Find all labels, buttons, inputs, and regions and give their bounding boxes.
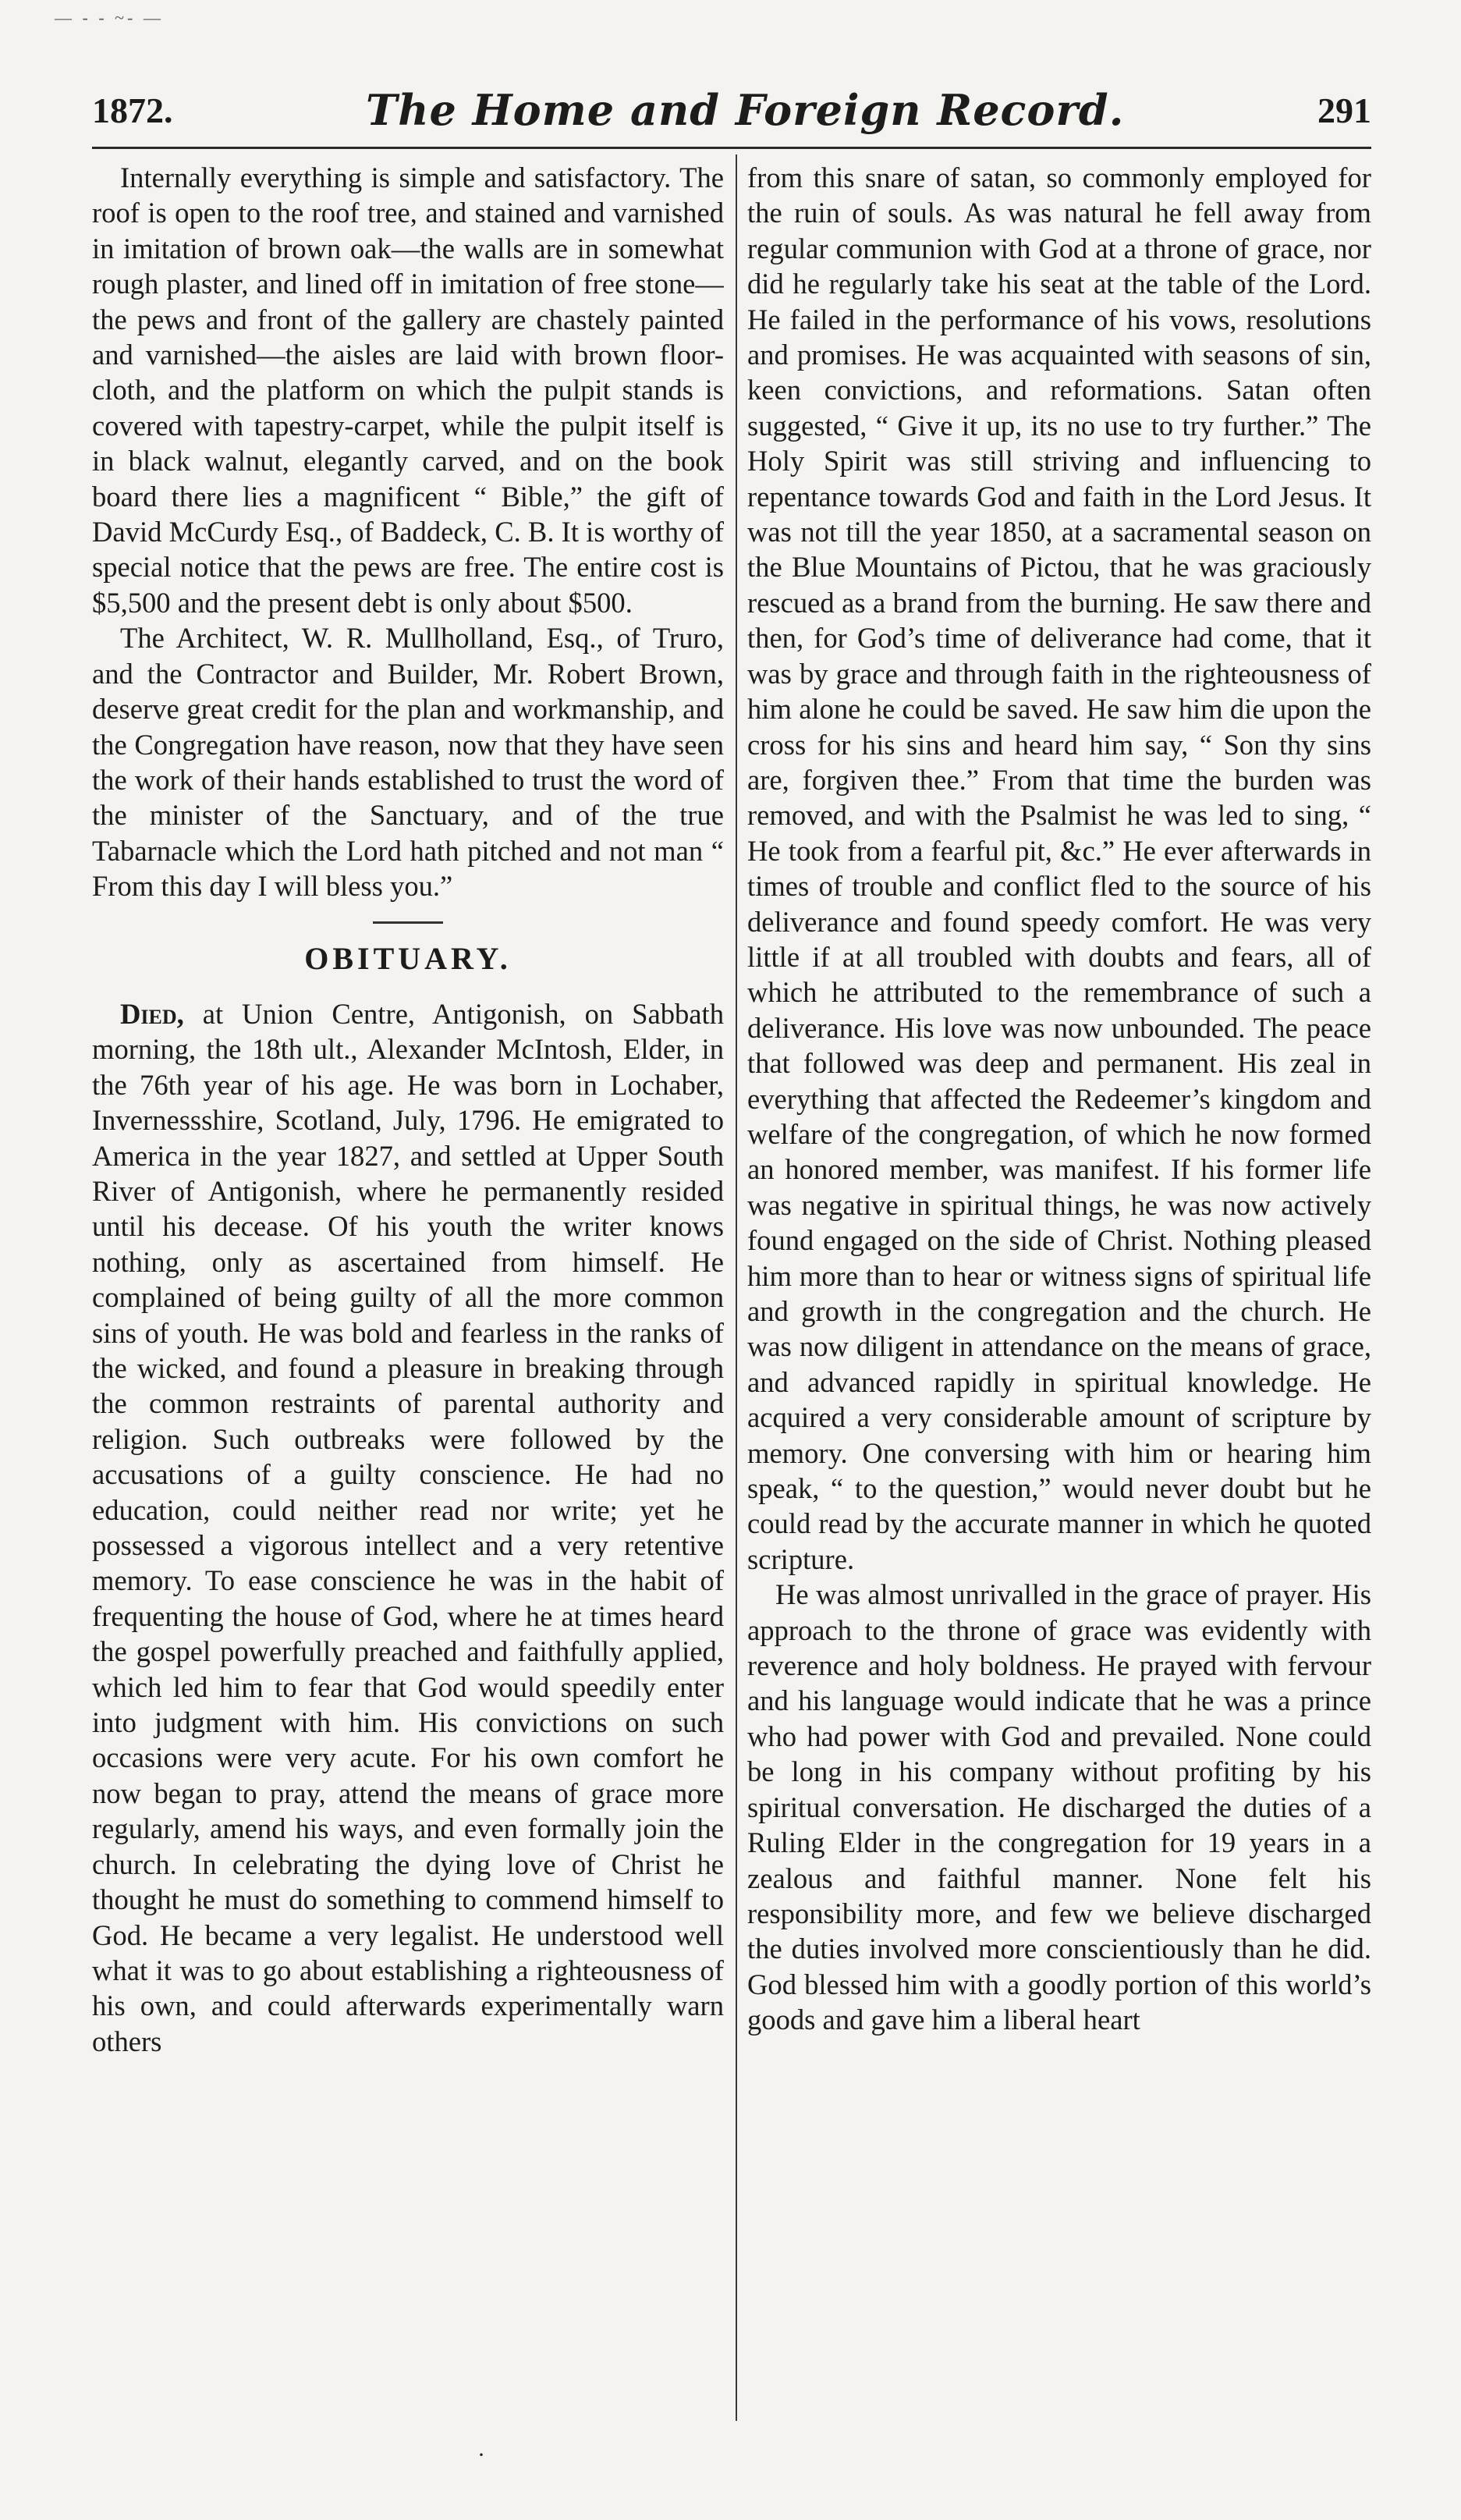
bottom-edge-mark: · xyxy=(477,2442,485,2468)
obituary-paragraph xyxy=(92,996,724,2059)
section-divider xyxy=(373,921,443,924)
article-paragraph: The Architect, W. R. Mullholland, Esq., of Truro, and the Contractor and Builder, Mr. Robert Brown, deserve great credit for the plan and workmanship, and the Congregation have reason, now that they have seen the work of their hands established to trust the word of the minister of the Sanctuary, and of the true Tabarnacle which the Lord hath pitched and not man “ From this day I will bless you.” xyxy=(92,622,724,903)
obituary-paragraph-continued: from this snare of satan, so commonly employed for the ruin of souls. As was natural he fell away from regular communion with God at a throne of grace, nor did he regularly take his seat at the table of the Lord. He failed in the performance of his vows, resolutions and promises. He was acquainted with seasons of sin, keen convictions, and reformations. Satan often suggested, “ Give it up, its no use to try further.” The Holy Spirit was still striving and influencing to repentance towards God and faith in the Lord Jesus. It was not till the year 1850, at a sacramental season on the Blue Mountains of Pictou, that he was graciously rescued as a brand from the burning. He saw there and then, for God’s time of deliverance had come, that it was by grace and through faith in the righteousness of him alone he could be saved. He saw him die upon the cross for his sins and heard him say, “ Son thy sins are, forgiven thee.” From that time the burden was removed, and with the Psalmist he was led to sing, “ He took from a fearful pit, &c.” He ever afterwards in times of trouble and conflict fled to the source of his deliverance and found speedy comfort. He was very little if at all troubled with doubts and fears, all of which he attributed to the remembrance of such a deliverance. His love was now unbounded. The peace that followed was deep and permanent. His zeal in everything that affected the Redeemer’s kingdom and welfare of the congregation, of which he now formed an honored member, was manifest. If his former life was negative in spiritual things, he was now actively found engaged on the side of Christ. Nothing pleased him more than to hear or witness signs of spiritual life and growth in the congregation and the church. He was now diligent in attendance on the means of grace, and advanced rapidly in spiritual knowledge. He acquired a very considerable amount of scripture by memory. One conversing with him or hearing him speak, “ to the question,” would never doubt but he could read by the accurate manner in which he quoted scripture. xyxy=(747,161,1371,1575)
obituary-heading: OBITUARY. xyxy=(304,940,512,976)
header-rule xyxy=(92,147,1371,149)
right-column xyxy=(747,160,1371,2419)
page-header xyxy=(92,75,1371,145)
obituary-paragraph: He was almost unrivalled in the grace of prayer. His approach to the throne of grace was evidently with reverence and holy boldness. He prayed with fervour and his language would indicate that he was a prince who had power with God and prevailed. None could be long in his company without profiting by his spiritual conversation. He discharged the duties of a Ruling Elder in the congregation for 19 years in a zealous and faithful manner. None felt his responsibility more, and few we believe discharged the duties involved more conscientiously than he did. God blessed him with a goodly portion of this world’s goods and gave him a liberal heart xyxy=(747,1578,1371,2036)
top-edge-marks: — - - ~- — xyxy=(55,8,164,27)
header-year: 1872. xyxy=(92,90,173,130)
publication-title: The Home and Foreign Record. xyxy=(366,85,1125,135)
obituary-lead: Died, xyxy=(120,997,184,1030)
column-divider xyxy=(736,154,737,2421)
page-number: 291 xyxy=(1317,90,1371,130)
obituary-text: at Union Centre, Antigonish, on Sabbath morning, the 18th ult., Alexander McIntosh, Elder, in the 76th year of his age. He was born in Lochaber, Invernessshire, Scotland, July, 1796. He emigrated to America in the year 1827, and settled at Upper South River of Antigonish, where he permanently resided until his decease. Of his youth the writer knows nothing, only as ascertained from himself. He complained of being guilty of all the more common sins of youth. He was bold and fearless in the ranks of the wicked, and found a pleasure in breaking through the common restraints of parental authority and religion. Such outbreaks were followed by the accusations of a guilty conscience. He had no education, could neither read nor write; yet he possessed a vigorous intellect and a very retentive memory. To ease conscience he was in the habit of frequenting the house of God, where he at times heard the gospel powerfully preached and faithfully applied, which led him to fear that God would speedily enter into judgment with him. His convictions on such occasions were very acute. For his own comfort he now began to pray, attend the means of grace more regularly, amend his ways, and even formally join the church. In celebrating the dying love of Christ he thought he must do something to commend himself to God. He became a very legalist. He understood well what it was to go about establishing a righteousness of his own, and could afterwards experimentally warn others xyxy=(92,997,724,2057)
left-column xyxy=(92,160,724,2419)
article-paragraph: Internally everything is simple and satisfactory. The roof is open to the roof tree, and stained and varnished in imitation of brown oak—the walls are in somewhat rough plaster, and lined off in imitation of free stone—the pews and front of the gallery are chastely painted and varnished—the aisles are laid with brown floor-cloth, and the platform on which the pulpit stands is covered with tapestry-carpet, while the pulpit itself is in black walnut, elegantly carved, and on the book board there lies a magnificent “ Bible,” the gift of David McCurdy Esq., of Baddeck, C. B. It is worthy of special notice that the pews are free. The entire cost is $5,500 and the present debt is only about $500. xyxy=(92,161,724,619)
